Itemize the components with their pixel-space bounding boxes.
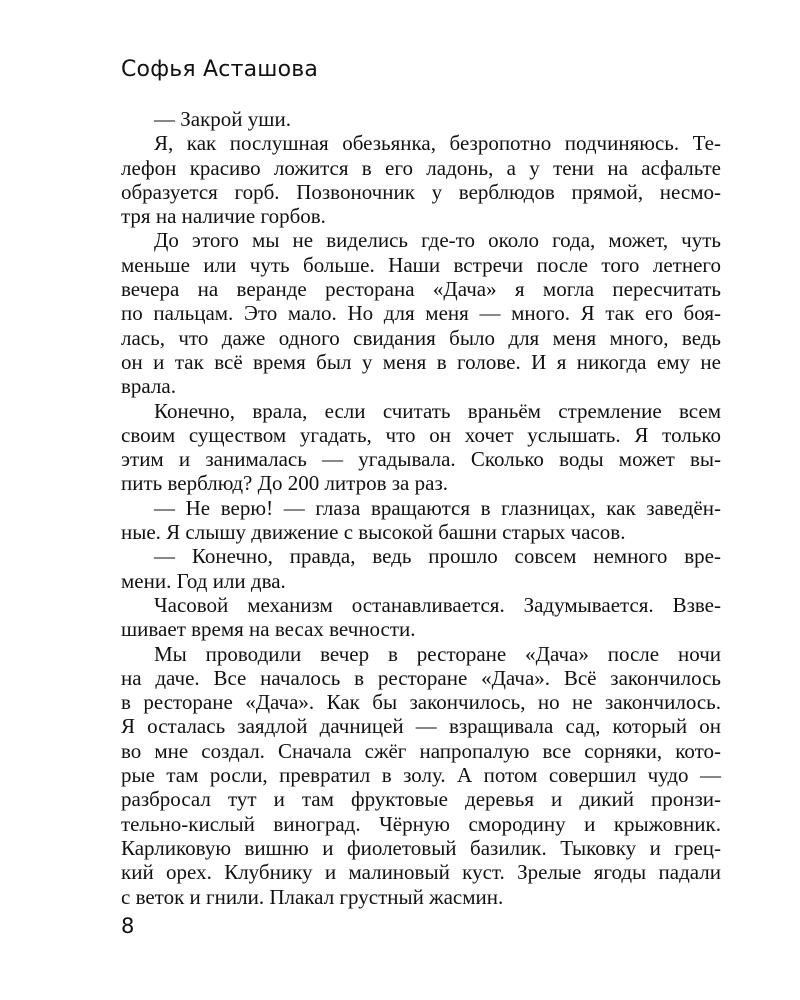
text-line: он и так всё время был у меня в голове. И я никогда ему не: [121, 349, 721, 374]
text-line: рые там росли, превратил в золу. А потом совершил чудо —: [121, 763, 721, 788]
text-line: на даче. Все началось в ресторане «Дача». Всё закончилось: [121, 665, 721, 690]
text-line: Часовой механизм останавливается. Задумывается. Взве-: [154, 592, 721, 617]
text-line: образуется горб. Позвоночник у верблюдов прямой, несмо-: [121, 179, 721, 204]
text-line: ные. Я слышу движение с высокой башни старых часов.: [121, 520, 626, 545]
text-line: с веток и гнили. Плакал грустный жасмин.: [121, 884, 504, 909]
text-line: Я осталась заядлой дачницей — взращивала сад, который он: [121, 714, 721, 739]
running-head-author: Софья Асташова: [121, 57, 319, 82]
text-line: вечера на веранде ресторана «Дача» я могла пересчитать: [121, 277, 721, 302]
text-line: кий орех. Клубнику и малиновый куст. Зрелые ягоды падали: [121, 860, 721, 885]
text-line: До этого мы не виделись где-то около года, может, чуть: [154, 228, 721, 253]
text-line: во мне создал. Сначала сжёг напропалую все сорняки, кото-: [121, 738, 721, 763]
text-line: шивает время на весах вечности.: [121, 617, 416, 642]
text-line: — Конечно, правда, ведь прошло совсем немного вре-: [154, 544, 721, 569]
text-line: своим существом угадать, что он хочет услышать. Я только: [121, 422, 721, 447]
text-line: разбросал тут и там фруктовые деревья и дикий пронзи-: [121, 787, 721, 812]
text-line: Я, как послушная обезьянка, безропотно подчиняюсь. Те-: [154, 131, 721, 156]
text-line: Карликовую вишню и фиолетовый базилик. Тыковку и грец-: [121, 835, 721, 860]
text-line: тельно-кислый виноград. Чёрную смородину и крыжовник.: [121, 811, 721, 836]
text-line: пить верблюд? До 200 литров за раз.: [121, 471, 448, 496]
text-line: лась, что даже одного свидания было для меня много, ведь: [121, 325, 721, 350]
text-line: — Не верю! — глаза вращаются в глазницах, как заведён-: [154, 495, 721, 520]
text-line: Мы проводили вечер в ресторане «Дача» после ночи: [154, 641, 721, 666]
text-line: — Закрой уши.: [154, 107, 291, 131]
text-line: этим и занималась — угадывала. Сколько воды может вы-: [121, 447, 721, 472]
text-line: мени. Год или два.: [121, 568, 286, 593]
body-text: [121, 107, 721, 909]
text-line: Конечно, врала, если считать враньём стремление всем: [154, 398, 721, 423]
text-line: врала.: [121, 374, 176, 399]
text-line: тря на наличие горбов.: [121, 204, 326, 229]
text-line: лефон красиво ложится в его ладонь, а у тени на асфальте: [121, 155, 721, 180]
text-line: по пальцам. Это мало. Но для меня — много. Я так его боя-: [121, 301, 721, 326]
text-line: в ресторане «Дача». Как бы закончилось, но не закончилось.: [121, 690, 721, 715]
text-line: меньше или чуть больше. Наши встречи после того летнего: [121, 252, 721, 277]
page-number: 8: [121, 914, 135, 938]
